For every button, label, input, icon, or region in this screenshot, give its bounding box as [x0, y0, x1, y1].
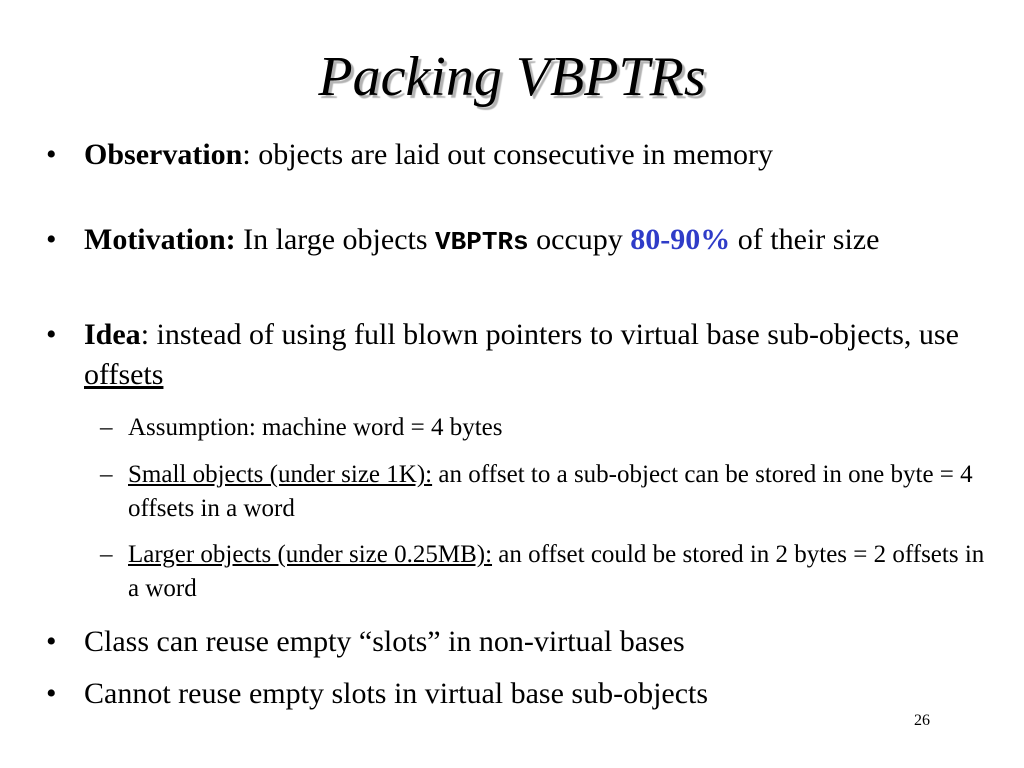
bullet-body-motivation-1: In large objects: [235, 223, 436, 256]
bullet-marker: •: [46, 677, 57, 710]
bullet-body-observation: objects are laid out consecutive in memory: [250, 138, 774, 171]
highlight-percentage: 80-90%: [630, 223, 731, 256]
underlined-larger-objects: Larger objects (under size 0.25MB):: [128, 541, 493, 568]
bullet-marker: •: [46, 318, 57, 351]
subbullet-marker: –: [100, 414, 113, 441]
bullet-separator: :: [242, 138, 251, 171]
bullet-body-motivation-3: of their size: [730, 223, 880, 256]
page-number: 26: [914, 712, 930, 729]
bullet-text: [84, 315, 989, 395]
bullet-separator: :: [140, 318, 150, 351]
bullet-label-idea: Idea: [84, 318, 141, 351]
slide-title: Packing VBPTRs: [318, 46, 706, 108]
subbullet-text: [128, 458, 990, 526]
bullet-body-motivation-2: occupy: [528, 223, 631, 256]
bullet-marker: •: [46, 138, 57, 171]
bullet-body-idea: instead of using full blown pointers to virtual base sub-objects, use: [149, 318, 959, 351]
bullet-marker: •: [46, 625, 57, 658]
subbullet-marker: –: [100, 541, 113, 568]
subbullet-marker: –: [100, 461, 113, 488]
code-vbptrs: VBPTRs: [435, 227, 529, 257]
subbullet-body-larger: an offset could be stored in 2 bytes = 2 offsets in a word: [128, 541, 985, 602]
underlined-offsets: offsets: [84, 358, 164, 391]
bullet-text: Cannot reuse empty slots in virtual base sub-objects: [84, 677, 709, 710]
bullet-label-motivation: Motivation:: [84, 223, 236, 256]
subbullet-text: Assumption: machine word = 4 bytes: [128, 414, 503, 441]
bullet-marker: •: [46, 223, 57, 256]
subbullet-body-small: an offset to a sub-object can be stored in one byte = 4 offsets in a word: [128, 461, 973, 522]
subbullet-text: [128, 538, 990, 606]
bullet-text: Class can reuse empty “slots” in non-virtual bases: [84, 625, 685, 658]
underlined-small-objects: Small objects (under size 1K):: [128, 461, 433, 488]
bullet-text: [84, 135, 989, 175]
bullet-text: [84, 220, 989, 262]
bullet-label-observation: Observation: [84, 138, 243, 171]
